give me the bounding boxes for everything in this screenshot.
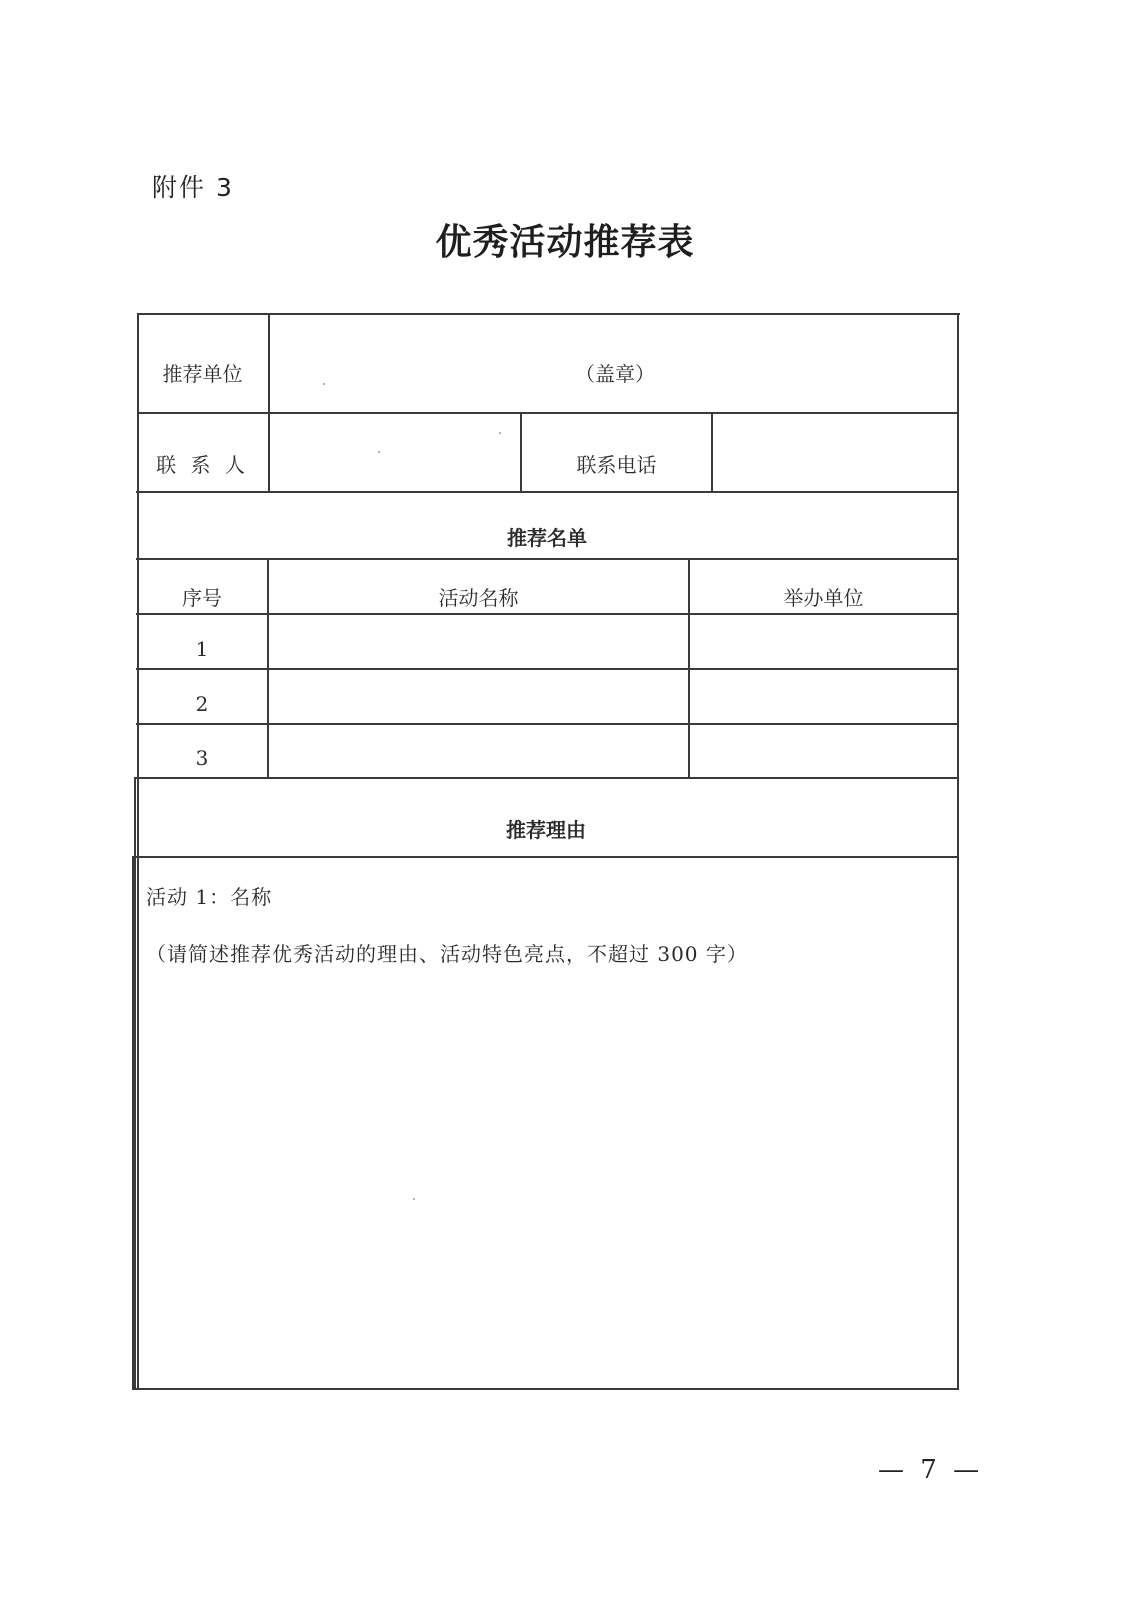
- row-index: 2: [195, 692, 209, 716]
- recommending-unit-label: 推荐单位: [162, 362, 243, 386]
- scan-speck: [323, 383, 325, 385]
- column-header-organizer: 举办单位: [783, 586, 864, 610]
- contact-person-label: 联 系 人: [156, 453, 249, 477]
- column-header-activity-name: 活动名称: [438, 586, 519, 610]
- organizer-cell[interactable]: [690, 616, 957, 668]
- seal-note: （盖章）: [575, 362, 655, 386]
- contact-phone-label: 联系电话: [576, 453, 657, 477]
- activity-name-cell[interactable]: [269, 616, 688, 668]
- scan-speck: [413, 1198, 415, 1200]
- document-title: 优秀活动推荐表: [435, 221, 695, 263]
- contact-phone-field[interactable]: [713, 420, 957, 490]
- row-index: 3: [195, 746, 209, 770]
- recommendation-list-header: 推荐名单: [507, 526, 587, 550]
- table-border-right: [957, 313, 959, 1390]
- activity-name-cell[interactable]: [269, 671, 688, 723]
- row-divider: [134, 856, 958, 858]
- row-divider: [136, 613, 958, 615]
- reason-activity-line: 活动 1：名称: [146, 885, 273, 909]
- organizer-cell[interactable]: [690, 726, 957, 777]
- table-border-bottom: [132, 1388, 957, 1390]
- page-number: — 7 —: [878, 1455, 984, 1485]
- organizer-cell[interactable]: [690, 671, 957, 723]
- row-index: 1: [195, 637, 209, 661]
- scan-speck: [378, 451, 380, 453]
- table-border-left-bottom: [132, 856, 134, 1390]
- row-divider: [136, 668, 958, 670]
- column-header-index: 序号: [182, 586, 222, 610]
- row-divider: [136, 558, 958, 560]
- reason-instruction: （请简述推荐优秀活动的理由、活动特色亮点，不超过 300 字）: [146, 942, 748, 966]
- table-border-top: [137, 313, 960, 315]
- recommendation-reason-header: 推荐理由: [506, 818, 586, 842]
- row-divider: [136, 491, 959, 493]
- row-divider: [136, 723, 958, 725]
- attachment-label: 附件 3: [152, 173, 234, 202]
- row-divider: [135, 777, 958, 779]
- contact-person-field[interactable]: [270, 420, 520, 490]
- activity-name-cell[interactable]: [269, 726, 688, 777]
- row-divider: [137, 412, 959, 414]
- scan-speck: [499, 432, 501, 434]
- reason-text-area[interactable]: [136, 970, 954, 1385]
